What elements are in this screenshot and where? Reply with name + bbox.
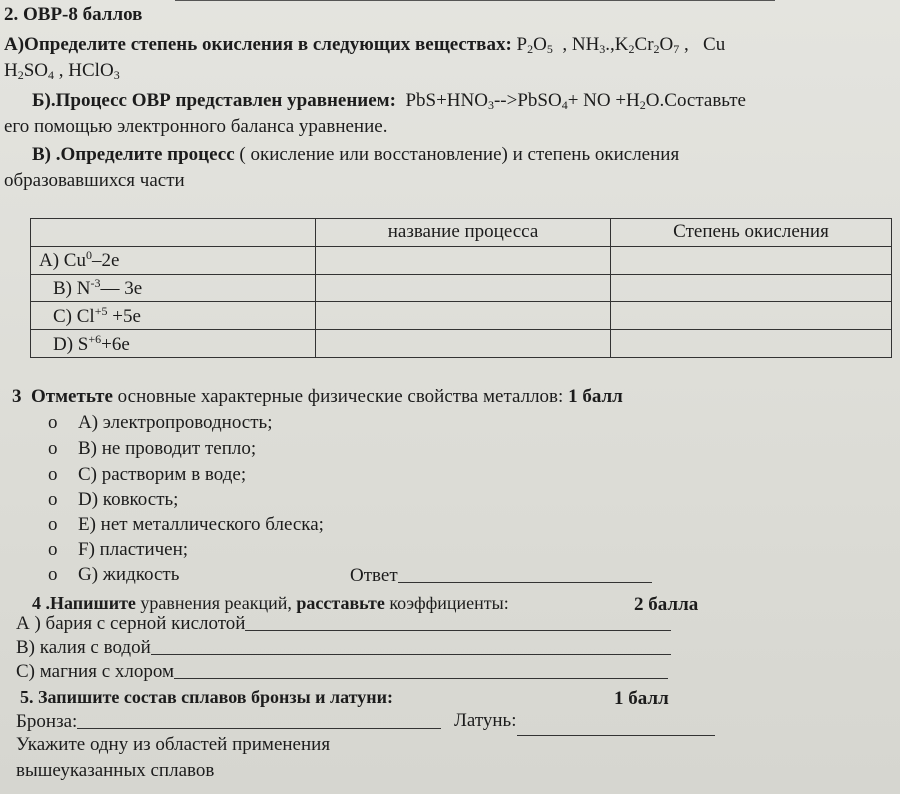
radio-bullet-icon[interactable]: o (48, 489, 58, 510)
task3-number: 3 (12, 386, 22, 407)
process-cell[interactable] (316, 330, 611, 358)
option-a[interactable]: o A) электропроводность; (48, 412, 273, 433)
process-cell[interactable] (316, 246, 611, 274)
task5-header: 5. Запишите состав сплавов бронзы и латуни: (20, 687, 394, 707)
task4-blank-a[interactable] (245, 612, 671, 631)
task5-question-line2: вышеуказанных сплавов (16, 760, 215, 781)
radio-bullet-icon[interactable]: o (48, 412, 58, 433)
option-e[interactable]: o E) нет металлического блеска; (48, 514, 324, 535)
table-header-empty (31, 219, 316, 247)
task4-item-c: С) магния с хлором (16, 660, 668, 683)
task5-points: 1 балл (614, 688, 669, 709)
brass-label: Латунь: (454, 710, 517, 731)
option-g[interactable]: o G) жидкость (48, 564, 180, 585)
radio-bullet-icon[interactable]: o (48, 464, 58, 485)
option-d[interactable]: o D) ковкость; (48, 489, 179, 510)
bronze-label: Бронза: (16, 711, 78, 732)
oxidation-cell[interactable] (611, 302, 892, 330)
task3-points: 1 балл (568, 386, 623, 407)
process-cell[interactable] (316, 274, 611, 302)
task3-label: основные характерные физические свойства металлов: (112, 386, 564, 407)
task2-a-line2: $H_2SO_4$ , HClO$_3$ (4, 60, 120, 82)
task2-b-equation: $PbS+HNO_3-->PbSO_4+$ NO $+H_2O$. (405, 90, 665, 112)
top-rule (175, 0, 775, 1)
row-label: C) $Cl^{+5} +5e$ (31, 302, 316, 330)
process-cell[interactable] (316, 302, 611, 330)
radio-bullet-icon[interactable]: o (48, 564, 58, 585)
task5-brass-row (454, 710, 715, 736)
task4-blank-c[interactable] (174, 660, 668, 679)
task5-bronze-row (16, 710, 441, 733)
table-header-process: название процесса (316, 219, 611, 247)
task4-points: 2 балла (634, 594, 699, 615)
table-row (31, 302, 892, 330)
oxidation-table (30, 218, 892, 358)
task4-blank-b[interactable] (151, 636, 671, 655)
task2-c-text: ( окисление или восстановление) и степень окисления (234, 144, 680, 165)
brass-blank[interactable] (517, 717, 715, 736)
table-row (31, 246, 892, 274)
task4-item-a: А ) бария с серной кислотой (16, 612, 671, 635)
task3-label-bold: Отметьте (31, 386, 113, 407)
option-b[interactable]: o B) не проводит тепло; (48, 438, 257, 459)
task2-c-line2: образовавшихся части (4, 170, 185, 191)
answer-row (350, 564, 652, 587)
task2-c-line1 (32, 144, 679, 166)
radio-bullet-icon[interactable]: o (48, 438, 58, 459)
task4-label-bold: 4 .Напишите (32, 593, 136, 613)
task2-b-line2: его помощью электронного баланса уравнение. (4, 116, 388, 137)
row-label: D) $S^{+6}+6e$ (31, 330, 316, 358)
task4-header: 4 .Напишите уравнения реакций, расставьте коэффициенты: (32, 593, 509, 613)
table-row (31, 274, 892, 302)
task2-c-label: В) .Определите процесс (32, 144, 235, 165)
task5-question-line1: Укажите одну из областей применения (16, 734, 331, 755)
task2-a-line1 (4, 34, 725, 60)
option-f[interactable]: o F) пластичен; (48, 539, 189, 560)
radio-bullet-icon[interactable]: o (48, 539, 58, 560)
oxidation-cell[interactable] (611, 246, 892, 274)
task2-b-line1 (32, 90, 746, 116)
task3-header (12, 386, 623, 408)
answer-label: Ответ (350, 565, 398, 586)
radio-bullet-icon[interactable]: o (48, 514, 58, 535)
bronze-blank[interactable] (77, 710, 441, 729)
oxidation-cell[interactable] (611, 330, 892, 358)
row-label: A) Cu$^0$–2e (31, 246, 316, 274)
task2-b-tail: Составьте (664, 90, 746, 111)
option-c[interactable]: o C) растворим в воде; (48, 464, 247, 485)
task4-item-b: В) калия с водой (16, 636, 671, 659)
task2-a-label: А)Определите степень окисления в следующих веществах: (4, 34, 512, 55)
row-label: B) $N^{-3}—$ 3e (31, 274, 316, 302)
task2-header: 2. ОВР-8 баллов (4, 4, 143, 25)
oxidation-cell[interactable] (611, 274, 892, 302)
task2-a-formulas: $P_2O_5$ , $NH_3.,K_2Cr_2O_7$ , Cu (516, 34, 726, 56)
task2-b-label: Б).Процесс ОВР представлен уравнением: (32, 90, 396, 111)
table-row (31, 330, 892, 358)
table-header-oxidation: Степень окисления (611, 219, 892, 247)
table-header-row (31, 219, 892, 247)
answer-blank[interactable] (398, 564, 652, 583)
